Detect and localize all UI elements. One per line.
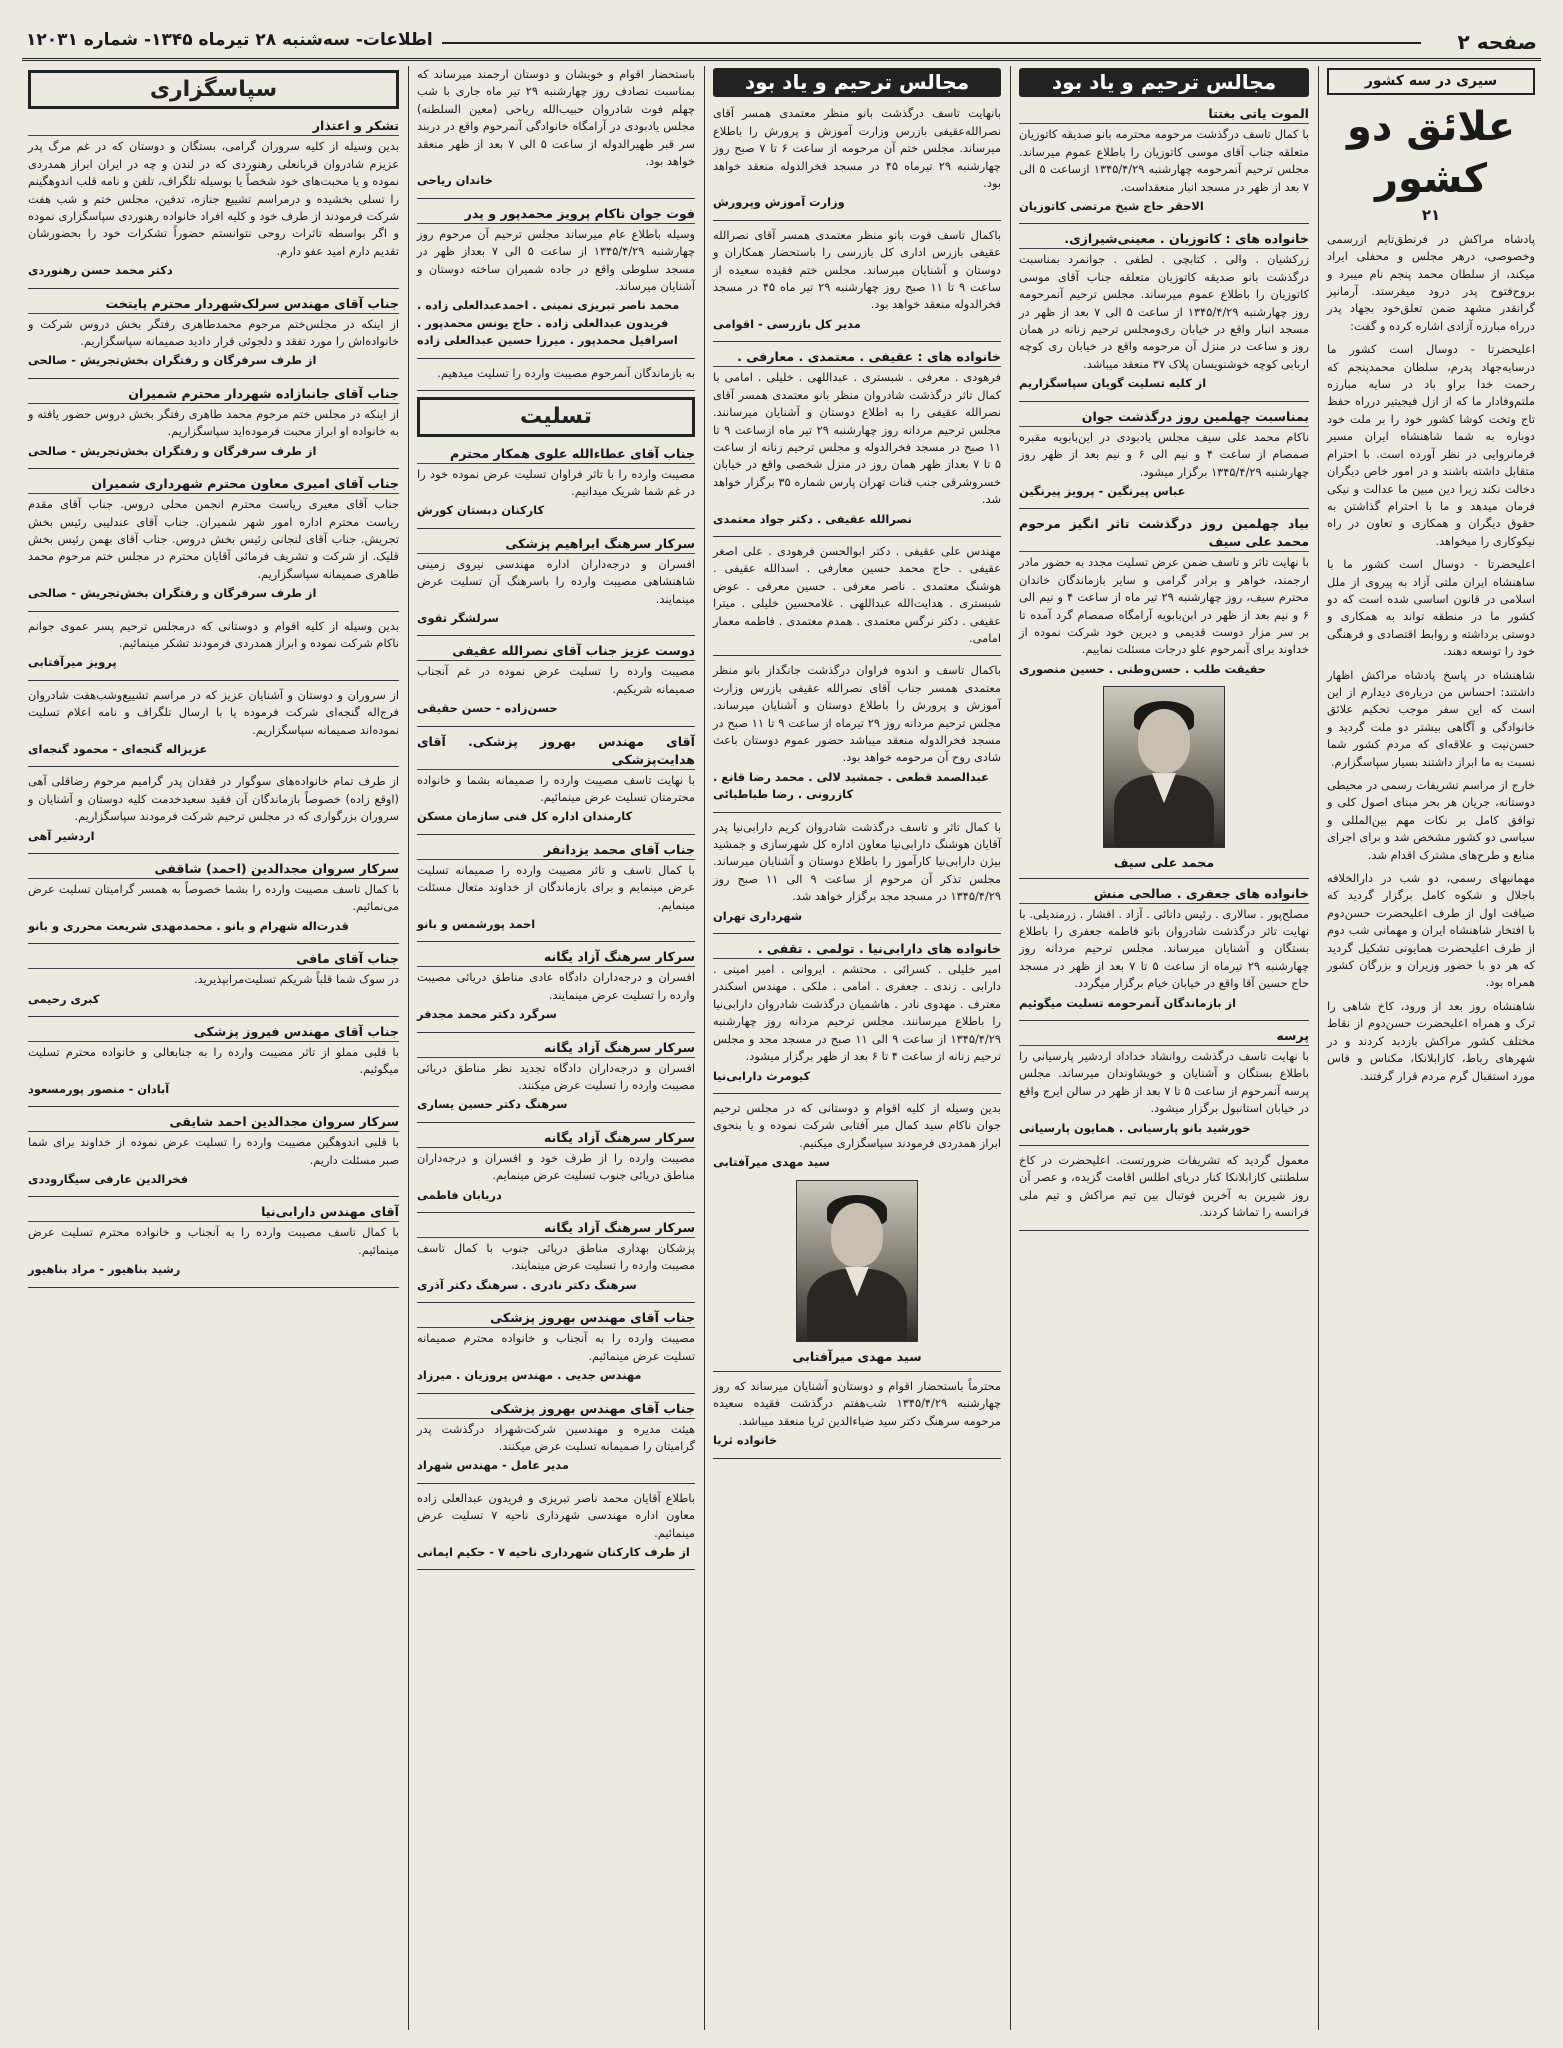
notice-body: بانهایت تاسف درگذشت بانو منظر معتمدی همسر آقای نصرالله‌عقیفی بازرس وزارت آموزش و پرورش را باطلاع میرساند. مجلس ختم آن مرحومه از ساعت ۶ تا ۷ صبح روز چهارشنبه ۲۹ تیرماه ۴۵ در مسجد فخرالدوله منعقد خواهد بود. (713, 106, 1001, 191)
notice (1019, 105, 1309, 215)
notice-signature: مدیر کل بازرسی - اقوامی (713, 316, 861, 331)
notice (1019, 1027, 1309, 1137)
notice-separator (1019, 508, 1309, 509)
notice-body: با کمال تاسف مصیبت وارده را به آنجناب و خانواده محترم تسلیت عرض مینمائیم. (28, 1225, 399, 1257)
notice-title: خانواده های : کاتوزیان . معینی‌شیرازی. (1019, 230, 1309, 249)
notice-signature: دکتر محمد حسن رهنوردی (28, 263, 173, 278)
notice-body: بدین وسیله از کلیه اقوام و دوستانی که در مجلس ترحیم جوان ناکام سید کمال میر آفتابی شرکت نموده و یا بنحوی ابراز همدردی فرمودند سپاسگزاری میکنیم. (713, 1100, 1001, 1150)
notice (713, 227, 1001, 333)
notice-separator (713, 1371, 1001, 1372)
notice-separator (713, 220, 1001, 221)
notice-body: افسران و درجه‌داران اداره مهندسی نیروی زمینی شاهنشاهی مصیبت وارده را باسرهنگ آن تسلیت عرض مینمایند. (417, 556, 695, 606)
notice-signature: شهرداری تهران (713, 908, 803, 923)
notice-signature: سرگرد دکتر محمد مجدفر (417, 1007, 557, 1022)
notice (28, 1113, 399, 1188)
notice-separator (713, 655, 1001, 656)
notice-signature: سرهنگ دکتر نادری . سرهنگ دکتر آذری (417, 1277, 637, 1292)
notice-body: با کمال تاسف مصیبت وارده را بشما خصوصاً به همسر گرامیتان تسلیت عرض می‌نمائیم. (28, 882, 399, 914)
notice-body: مصیبت وارده را به آنجناب و خانواده محترم صمیمانه تسلیت عرض مینمائیم. (417, 1331, 695, 1363)
notice (713, 348, 1001, 528)
column-divider (1318, 66, 1319, 2030)
notice-signature: عزیزاله گنجه‌ای - محمود گنجه‌ای (28, 741, 208, 756)
notice-separator (1019, 1145, 1309, 1146)
notice-separator (417, 1032, 695, 1033)
notice-body: مصیبت وارده را با تاثر فراوان تسلیت عرض نموده خود را در غم شما شریک میدانیم. (417, 466, 695, 498)
notice (28, 1023, 399, 1098)
notice-signature: از طرف کارکنان شهرداری ناحیه ۷ - حکیم ایمانی (417, 1544, 690, 1559)
notice-body: باستحضار اقوام و خویشان و دوستان ارجمند میرساند که بمناسبت تصادف روز چهارشنبه ۲۹ تیر ماه جاری با شب چهلم فوت شادروان حبیب‌الله ریاحی (معین السلطنه) مجلس یادبودی در آرامگاه خانوادگی آنمرحوم واقع در دربند سر قبر ظهیرالدوله از ساعت ۵ الی ۷ بعد از ظهر منعقد خواهد بود. (417, 67, 696, 169)
notice-signature: کارمندان اداره کل فنی سازمان مسکن (417, 809, 633, 824)
notice (417, 1490, 695, 1562)
notice-body: با کمال تاسف درگذشت مرحومه محترمه بانو صدیقه کاتوزیان متعلقه جناب آقای موسی کاتوزیان را باطلاع عموم میرساند. مجلس ترحیم آنمرحومه چهارشنبه ۱۳۴۵/۴/۲۹ ازساعت ۵ الی ۷ بعد از ظهر در مسجد انبار منعقداست. (1019, 127, 1309, 194)
notice-separator (1019, 878, 1309, 879)
notice-body: ناکام محمد علی سیف مجلس یادبودی در این‌بابویه مقبره صمصام از ساعت ۴ و نیم الی ۶ و نیم بعد از ظهر روز چهارشنبه ۱۳۴۵/۴/۲۹ برگزار میشود. (1019, 429, 1309, 479)
notice-signature: از کلیه تسلیت گویان سپاسگزاریم (1019, 376, 1207, 391)
notice-title: آقای مهندس دارابی‌نیا (28, 1203, 399, 1222)
notice-separator (713, 812, 1001, 813)
notice-body: مصلح‌پور . سالاری . رئیس دانائی . آزاد . افشار . زرمندیلی. با نهایت تاثر درگذشت شادروان بانو فاطمه جعفری را باطلاع بستگان و آشنایان میرساند. مجلس ترحیم مردانه روز چهارشنبه ۲۹ تیرماه از ساعت ۵ تا ۷ بعد از ظهر در مسجد حاج حسین آقا واقع در خیابان خیام برگزار میگردد. (1019, 906, 1309, 991)
notice (713, 1378, 1001, 1450)
notice-title: بیاد چهلمین روز درگذشت تاثر انگیز مرحوم محمد علی سیف (1019, 515, 1309, 552)
portrait-head (1138, 709, 1190, 773)
notice-separator (1019, 223, 1309, 224)
notice (28, 687, 399, 759)
memorial-banner: مجالس ترحیم و یاد بود (713, 68, 1001, 97)
notice-body: زرکشیان . والی . کتابچی . لطفی . جوانمرد بمناسبت درگذشت بانو صدیقه کاتوزیان متعلقه جناب آقای موسی کاتوزیان را باطلاع عموم میرساند. مجلس ترحیم آنمرحومه روز چهارشنبه ۱۳۴۵/۴/۲۹ از ساعت ۵ الی ۷ بعد از ظهر در مسجد انبار واقع در خیابان ری‌ومجلس ترحیم زنانه در همان روز و ساعت در منزل آن مرحومه واقع در خیابان ری کوچه اربابی کوچه خوشنویسان پلاک ۳۷ منعقد میباشد. (1019, 252, 1309, 371)
notice-separator (713, 1093, 1001, 1094)
notice-separator (417, 834, 695, 835)
notice-body: فرهودی . معرفی . شبستری . عبداللهی . خلیلی . امامی با کمال تاثر درگذشت شادروان منظر بانو معتمدی همسر آقای نصرالله عقیفی را به اطلاع دوستان و آشنایان میرسانند. مجلس ترحیم مردانه روز چهارشنبه ۲۹ تیر ماه ازساعت ۹ تا ۱۱ صبح در مسجد فخرالدوله و مجلس ترحیم زنانه از ساعت ۵ تا ۷ بعداز ظهر همان روز در منزل شخصی واقع در خیابان خسروشرقی جنب قنات تهران پارس شماره ۳۵ برگزار خواهد شد. (713, 370, 1001, 507)
notice (713, 662, 1001, 803)
notice-body: با کمال تاسف و تاثر مصیبت وارده را صمیمانه تسلیت عرض مینمایم و برای بازماندگان از خداوند متعال مسئلت مینمایم. (417, 862, 695, 912)
photo-caption: محمد علی سیف (1113, 855, 1215, 871)
notice-separator (417, 1569, 695, 1570)
notice (417, 841, 695, 934)
condolence-banner: تسلیت (417, 397, 695, 436)
notice-separator (417, 1122, 695, 1123)
notice-signature: از بازماندگان آنمرحومه تسلیت میگوئیم (1019, 995, 1237, 1010)
notice (28, 385, 399, 460)
notice (1019, 885, 1309, 1012)
notice-separator (713, 1458, 1001, 1459)
notice-signature: احمد پورشمس و بانو (417, 917, 536, 931)
memorial-banner: مجالس ترحیم و یاد بود (1019, 68, 1309, 97)
notice (28, 295, 399, 370)
condolence-list-2 (713, 105, 1001, 1458)
notice-signature: سید مهدی میرآفتابی (713, 1155, 830, 1170)
notice-separator (417, 1302, 695, 1303)
notice-signature: کارکنان دبستان کورش (417, 503, 545, 518)
notice-separator (28, 853, 399, 854)
notice-title: جناب آقای مهندس فیروز پزشکی (28, 1023, 399, 1042)
issue-info: اطلاعات- سه‌شنبه ۲۸ تیرماه ۱۳۴۵- شماره ۱۲۰۳۱ (26, 30, 433, 50)
notice-separator (28, 1287, 399, 1288)
notice-signature: سرلشگر تقوی (417, 610, 499, 625)
column-divider (704, 66, 705, 2030)
notice-signature: خاندان ریاحی (417, 173, 493, 188)
notice-separator (417, 1212, 695, 1213)
notice-separator (417, 1393, 695, 1394)
notice (417, 642, 695, 717)
notice-title: بمناسبت چهلمین روز درگذشت جوان (1019, 408, 1309, 427)
notice-signature: قدرت‌اله شهرام و بانو . محمدمهدی شریعت محرری و بانو (28, 918, 349, 933)
notice-title: سرکار سرهنگ ابراهیم پزشکی (417, 535, 695, 554)
notice-separator (1019, 1020, 1309, 1021)
notice-separator (1019, 1230, 1309, 1231)
condolence-column-2 (707, 66, 1007, 2030)
page-body (22, 66, 1541, 2030)
notice-title: سرکار سرهنگ آزاد یگانه (417, 1129, 695, 1148)
article-paragraph: شاهنشاه در پاسخ پادشاه مراکش اظهار داشتند: احساس من درباره‌ی دیدارم از این است که این سفر موجب تحکیم علائق خانوادگی و آگاهی بیشتر دو ملت گردید و حسن‌نیت و علاقه‌ای که مردم کشور شما نسبت به ما ابراز داشتند بسیار سپاسگزارم. (1327, 667, 1535, 769)
notice-signature: فخرالدین عارفی سیگاروددی (28, 1172, 189, 1187)
notice-title: سرکار سرهنگ آزاد یگانه (417, 948, 695, 967)
notice-body: با قلبی مملو از تاثر مصیبت وارده را به جنابعالی و خانواده محترم تسلیت میگوئیم. (28, 1045, 399, 1077)
notice (713, 105, 1001, 211)
article-paragraph: پادشاه مراکش در فرنطق‌تایم ازرسمی وخصوصی، درهر مجلس و محفلی ایراد میکند، از سلطان محمد پنجم نام میبرد و بروح‌فتوح پدر درود میفرستد. آرمانپر گرانقدر مشهد ضمن تعلق‌خود بجهاد پدر درراه مبارزه آزادی اشاره کرده و گفت: (1327, 231, 1535, 333)
article-paragraph: اعلیحضرتا - دوسال است کشور ما با ساهنشاه ایران ملتی آزاد به پیروی از ملل اسلامی در قانون اساسی شده است که دو کشور ما در منطقه تواند به همکاری و دوستی برداشته و روابط اقتصادی و فرهنگی خود را توسعه دهند. (1327, 557, 1535, 659)
notice-body: جناب آقای معیری ریاست محترم انجمن محلی دروس. جناب آقای مقدم ریاست محترم اداره امور شهر شمیران. جناب آقای عندلیبی رئیس بخش تجریش. جناب آقای لنجانی رئیس بخش دروس. جناب آقای بهمن رئیس بخش قلیک. از شرکت و تشریف فرمائی آقایان محترم در مجلس ختم مرحوم محمد طاهری صمیمانه سپاسگزاریم. (28, 497, 399, 581)
notice-separator (417, 941, 695, 942)
notice-body: مصیبت وارده را از طرف خود و افسران و درجه‌داران مناطق دریائی جنوب تسلیت عرض مینمایم. (417, 1150, 695, 1183)
notice-separator (417, 726, 695, 727)
notice-body: افسران و درجه‌داران دادگاه تجدید نظر مناطق دریائی مصیبت وارده را تسلیت عرض میکنند. (417, 1060, 695, 1093)
portrait-photo (796, 1180, 918, 1342)
notice-signature: از طرف سرفرگان و رفتگران بخش‌تجریش - صالحی (28, 586, 317, 601)
article-body (1327, 231, 1535, 1085)
notice-signature: دریابان فاطمی (417, 1187, 502, 1202)
notice (713, 940, 1001, 1085)
notice-body: وسیله باطلاع عام میرساند مجلس ترحیم آن مرحوم روز چهارشنبه ۱۳۴۵/۴/۲۹ از ساعت ۵ الی ۷ بعداز ظهر در مسجد سلوطی واقع در جاده شمیران ساخته دوستان و آشنایان میرساند. (417, 226, 695, 294)
notice-body: بدین وسیله از کلیه اقوام و دوستانی که درمجلس ترحیم پسر عموی جوانم ناکام شرکت نموده و ابراز همدردی فرمودند تشکر مینمائیم. (28, 618, 399, 650)
notice-signature: عبدالصمد قطعی . جمشید لالی . محمد رضا قانع . کازرونی . رضا طباطبائی (713, 769, 989, 802)
notice (417, 1219, 695, 1294)
notice (417, 1129, 695, 1204)
notice-signature: وزارت آموزش وپرورش (713, 195, 845, 210)
notice (713, 543, 1001, 647)
notice-title: سرکار سرهنگ آزاد یگانه (417, 1039, 695, 1058)
notice-signature: الاحقر حاج شیخ مرتضی کاتوزیان (1019, 199, 1204, 214)
notice-title: آقای مهندس بهروز پزشکی. آقای هدایت‌پزشکی (417, 733, 695, 770)
notice-title: تشکر و اعتذار (28, 117, 399, 136)
notice (417, 1400, 695, 1475)
notice-body: با نهایت تاثر و تاسف ضمن عرض تسلیت مجدد به حضور مادر ارجمند، خواهر و برادر گرامی و سایر بازماندگان خاندان محترم سیف، روز چهارشنبه ۲۹ تیر ماه از ساعت ۴ و نیم الی ۶ و نیم بعد از ظهر در ابن‌بابویه آرامگاه صمصام گرد آمده تا بر سر مزار دوست قدیمی و دیرین خود شرکت نموده از خداوند برای آنمرحوم علو درجات مسئلت نماییم. (1019, 555, 1310, 657)
notice-title: جناب آقای محمد یزدانفر (417, 841, 695, 860)
notice-signature: مدیر عامل - مهندس شهراد (417, 1458, 569, 1473)
notice-title: جناب آقای مافی (28, 950, 399, 969)
notice-signature: پرویز میرآفتابی (28, 655, 117, 670)
thanks-list (28, 117, 399, 1287)
article-paragraph: خارج از مراسم تشریفات رسمی در محیطی دوستانه، جریان هر بحر مبنای اصول کلی و توافق کامل بر نکات مهم بین‌المللی و سیاسی دو کشور مشخص شد و برای اجرای منابع و طرح‌های مشترک اقدام شد. (1327, 778, 1535, 862)
notice-signature: سرهنگ دکتر حسین یساری (417, 1097, 568, 1112)
notice-title: جناب آقای عطاءالله علوی همکار محترم (417, 445, 695, 464)
notice-signature: حسن‌زاده - حسن حقیقی (417, 701, 558, 716)
notice-title: جناب آقای مهندس بهروز پزشکی (417, 1309, 695, 1328)
notice-body: معمول گردید که تشریفات ضرورتست. اعلیحضرت در کاخ سلطنتی کازابلانکا کنار دریای اطلس اقامت گزیده، و عصر آن روز شیرین به آخرین فوتبال بین تیم مراکش و تیم ملی فرانسه را تماشا کردند. (1019, 1153, 1309, 1220)
notice-body: محترماً باستحضار اقوام و دوستان‌و آشنایان میرساند که روز چهارشنبه ۱۳۴۵/۴/۲۹ شب‌هفتم درگذشت فقیده سعیده مرحومه سرهنگ دکتر سید ضیاءالدین ثریا منعقد میباشد. (713, 1378, 1001, 1428)
notice-separator (28, 378, 399, 379)
notice-title: سرکار سرهنگ آزاد یگانه (417, 1219, 695, 1238)
notice-title: خانواده های دارابی‌نیا . تولمی . تقفی . (713, 940, 1001, 959)
notice (417, 66, 695, 190)
notice-signature: از طرف سرفرگان و رفتگران بخش‌تجریش - صالحی (28, 353, 317, 368)
notice-separator (417, 635, 695, 636)
condolence-column-3 (411, 66, 701, 2030)
column-divider (1010, 66, 1011, 2030)
notice (28, 1203, 399, 1278)
notice-body: افسران و درجه‌داران دادگاه عادی مناطق دریائی مصیبت وارده را تسلیت عرض مینمایند. (417, 970, 695, 1002)
notice (28, 860, 399, 935)
notice (417, 205, 695, 350)
notice (417, 1309, 695, 1384)
thanks-column (22, 66, 405, 2030)
notice (1019, 408, 1309, 501)
notice-separator (28, 1016, 399, 1017)
notice-body: در سوک شما قلباً شریکم تسلیت‌مرابپذیرید. (194, 972, 399, 987)
notice-body: هیئت مدیره و مهندسین شرکت‌شهراد درگذشت پدر گرامیتان را صمیمانه تسلیت عرض میکنند. (417, 1421, 695, 1453)
notice-separator (417, 1483, 695, 1484)
article-paragraph: شاهنشاه روز بعد از ورود، کاخ شاهی را ترک و همراه اعلیحضرت حسن‌دوم از نقاط مختلف کشور مراکش بازدید کردند و در شهرهای رباط، کازابلانکا، مکناس و فاس مورد استقبال گرم مردم قرار گرفتند. (1327, 998, 1535, 1083)
notice-body: با نهایت تاسف مصیبت وارده را صمیمانه بشما و خانواده محترمتان تسلیت عرض مینمائیم. (417, 772, 695, 804)
article-kicker: سیری در سه کشور (1327, 68, 1535, 95)
notice-signature: مهندس جدیی . مهندس پروزیان . میرزاد (417, 1368, 642, 1383)
notice-separator (28, 943, 399, 944)
notice-body: با کمال تاثر و تاسف درگذشت شادروان کریم دارابی‌نیا پدر آقایان هوشنگ دارابی‌نیا معاون اداره کل شهرسازی و جمشید بیژن دارابی‌نیا کارآموز را باطلاع دوستان و آشنایان میرساند. مجلس تذکر آن مرحوم از ساعت ۹ الی ۱۱ صبح روز ۱۳۴۵/۴/۲۹ در مسجد مجد برگزار خواهد شد. (713, 819, 1001, 904)
notice-separator (1019, 401, 1309, 402)
notice-separator (28, 468, 399, 469)
condolence-list-3 (417, 66, 695, 391)
notice (28, 950, 399, 1008)
notice (28, 773, 399, 845)
condolence-messages (417, 445, 695, 1571)
notice-body: از اینکه در مجلس ختم مرحوم محمد طاهری رفتگر بخش دروس حضور یافته و به خانواده او ابراز محبت فرموده‌اید سپاسگزاریم. (28, 406, 399, 439)
notice (1019, 230, 1309, 392)
notice-body: باکمال تاسف فوت بانو منظر معتمدی همسر آقای نصرالله عقیفی بازرس اداری کل بازرسی را باستحضار همکاران و دوستان و آشنایان میرساند. مجلس ختم فقیده سعیده از ساعت ۹ تا ۱۱ صبح روز چهارشنبه ۲۹ تیر ماه ۴۵ در مسجد فخرالدوله منعقد خواهد بود. (713, 227, 1001, 312)
notice-body: به بازماندگان آنمرحوم مصیبت وارده را تسلیت میدهیم. (437, 365, 695, 380)
notice-body: باکمال تاسف و اندوه فراوان درگذشت جانگداز بانو منظر معتمدی همسر جناب آقای نصرالله عقیفی بازرس وزارت آموزش و پرورش را باطلاع دوستان و آشنایان میرساند. مجلس ترحیم مردانه روز ۲۹ تیرماه از ساعت ۹ تا ۱۱ صبح در مسجد فخرالدوله منعقد میباشد حضور عموم دوستان باعث شادی روح آن مرحومه خواهد بود. (713, 663, 1002, 765)
notice (713, 819, 1001, 925)
article-column (1321, 66, 1541, 2030)
notice (1019, 1152, 1309, 1222)
notice-signature: از طرف سرفرگان و رفتگران بخش‌تجریش - صالحی (28, 443, 317, 458)
notice-signature: عباس پیرنگین - پرویز پیرنگین (1019, 483, 1186, 498)
notice-body: مصیبت وارده را تسلیت عرض نموده در غم آنجناب صمیمانه شریکیم. (417, 664, 695, 696)
notice-signature: آبادان - منصور پورمسعود (28, 1081, 170, 1096)
notice (417, 365, 695, 382)
notice-separator (713, 341, 1001, 342)
condolence-list-1 (1019, 68, 1309, 1231)
notice (28, 117, 399, 279)
notice (417, 445, 695, 520)
condolence-column-1 (1013, 66, 1315, 2030)
portrait-head (831, 1203, 883, 1267)
notice-separator (28, 1196, 399, 1197)
notice-signature: کیومرث دارابی‌نیا (713, 1068, 811, 1083)
notice-title: جناب آقای امیری معاون محترم شهرداری شمیران (28, 475, 399, 494)
notice (417, 733, 695, 826)
notice-title: سرکار سروان مجدالدین (احمد) شاقفی (28, 860, 399, 879)
notice (417, 1039, 695, 1114)
notice-separator (28, 288, 399, 289)
notice-title: جناب آقای مهندس سرلک‌شهردار محترم پایتخت (28, 295, 399, 314)
notice (28, 618, 399, 672)
notice-signature: خانواده ثریا (713, 1433, 778, 1448)
photo-caption: سید مهدی میرآفتابی (792, 1348, 922, 1364)
notice-title: پرسه (1019, 1027, 1309, 1046)
notice (417, 535, 695, 628)
page-number: صفحه ۲ (1457, 30, 1537, 54)
notice (713, 1100, 1001, 1172)
notice-body: بدین وسیله از کلیه سروران گرامی، بستگان و دوستان که در غم مرگ پدر عزیزم شادروان قربانعلی رهنوردی که در لندن و چه در ایران ابراز همدردی نموده و یا محبت‌های خود شخصاً یا بوسیله تلگراف، تلفن و نامه قلب اندوهگینم را تسلی بخشیده و درمراسم تشییع جنازه، تدفین، مجلس ختم و شب هفت شرکت فرمودند از طرف خود و کلیه افراد خانواده رهنوردی سپاسگزاری نموده و اگر بواسطه تاثرات روحی نتوانستم حضوراً تشکرات خود را بحضورشان تقدیم دارم امید عفو دارم. (28, 139, 399, 258)
notice-signature: محمد ناصر تبریزی نمینی . احمدعبدالعلی زاده . فریدون عبدالعلی زاده . حاج یونس محمدپور . اسرافیل محمدپور . میرزا حسین عبدالعلی زاده (417, 298, 680, 348)
thanks-banner: سپاسگزاری (28, 70, 399, 109)
notice-body: با نهایت تاسف درگذشت روانشاد خداداد اردشیر پارسیانی را باطلاع بستگان و آشنایان و خویشاوندان میرساند. مجلس پرسه آنمرحوم از ساعت ۵ تا ۷ بعد از ظهر در سالن ایرج واقع در خیابان استانبول برگزار میشود. (1019, 1049, 1310, 1116)
notice-title: سرکار سروان مجدالدین احمد شایقی (28, 1113, 399, 1132)
notice-separator (417, 198, 695, 199)
notice-body: از اینکه در مجلس‌ختم مرحوم محمدطاهری رفتگر بخش دروس شرکت و خانواده‌اش را مورد تفقد و دلجوئی قرار دادید صمیمانه سپاسگزاریم. (28, 316, 399, 349)
notice-separator (28, 766, 399, 767)
notice-signature: اردشیر آهی (28, 828, 95, 843)
notice-title: خانواده های جعفری . صالحی منش (1019, 885, 1309, 904)
notice (28, 475, 399, 602)
notice (1019, 515, 1309, 678)
notice-title: جناب آقای مهندس بهروز پزشکی (417, 1400, 695, 1419)
notice-body: از سروران و دوستان و آشنایان عزیز که در مراسم تشییع‌وشب‌هفت شادروان فرج‌اله گنجه‌ای شرکت فرموده یا با ارسال تلگراف و نامه اعلام تسلیت نموده‌اند صمیمانه سپاسگزاریم. (28, 687, 399, 737)
notice-signature: کبری رحیمی (28, 991, 100, 1006)
notice-separator (417, 358, 695, 359)
portrait-photo (1103, 686, 1225, 848)
notice-body: امیر خلیلی . کسرائی . محتشم . ایروانی . امیر امینی . دارابی . زندی . جعفری . امامی . ملکی . مهندس اسکندر معترف . مهدوی نادر . هاشمیان درگذشت شادروان دارابی‌نیا را باطلاع میرسانند. مجلس ترحیم مردانه روز چهارشنبه ۱۳۴۵/۴/۲۹ از ساعت ۹ الی ۱۱ صبح در مسجد مجد و مجلس ترحیم زنانه از ساعت ۴ تا ۶ بعد از ظهر برگزار میشود. (713, 962, 1001, 1064)
notice-body: باطلاع آقایان محمد ناصر تبریزی و فریدون عبدالعلی زاده معاون اداره مهندسی شهرداری ناحیه ۷ تسلیت عرض مینمائیم. (417, 1490, 695, 1540)
notice-signature: نصرالله عقیفی . دکتر جواد معتمدی (713, 511, 912, 526)
notice-body: از طرف تمام خانواده‌های سوگوار در فقدان پدر گرامیم مرحوم رضاقلی آهی (اوقع زاده) خصوصاً بازماندگان آن فقید سعیدخدمت کلیه دوستان و آشنایان و سروران بزرگواری که در مجلس ترحیم شرکت فرمودند سپاسگزاریم. (28, 774, 399, 824)
notice-separator (417, 390, 695, 391)
notice-signature: خورشید بانو پارسیانی . همایون پارسیانی (1019, 1120, 1251, 1135)
notice-title: خانواده های : عقیفی . معتمدی . معارفی . (713, 348, 1001, 367)
notice-separator (713, 933, 1001, 934)
notice-title: الموت یاتی بغتتا (1019, 105, 1309, 124)
notice (417, 948, 695, 1023)
header-rule (442, 42, 1421, 44)
notice-separator (417, 528, 695, 529)
article-title: علائق دو کشور (1346, 104, 1516, 203)
article-paragraph: مهمانیهای رسمی، دو شب در دارالخلافه باجلال و شکوه کامل برگزار گردید که ضیافت اول از طرف اعلیحضرت حسن‌دوم با افتخار شاهنشاه ایران و مهمانی شب دوم از طرف اعلیحضرت همایونی تشکیل گردید که هر دو با حضور وزیران و بزرگان کشور همراه بود. (1327, 871, 1535, 990)
notice-separator (28, 1106, 399, 1107)
notice-body: پزشکان بهداری مناطق دریائی جنوب با کمال تاسف مصیبت وارده را تسلیت عرض مینمایند. (417, 1241, 695, 1273)
article-part: ۲۱ (1421, 206, 1441, 225)
column-divider (408, 66, 409, 2030)
notice-body: با قلبی اندوهگین مصیبت وارده را تسلیت عرض نموده از خداوند برای شما صبر مسئلت داریم. (28, 1135, 399, 1167)
article-paragraph: اعلیحضرتا - دوسال است کشور ما درسایه‌جهاد پدرم، سلطان محمدپنجم که رحمت خدا براو باد در سایه مبارزه ملتم‌وفادار ما که از ازل فیجیتیر درراه حفظ تاج وتخت کوشا کشور خود را بر ملت خود دوباره به شما شاهنشاه ایران مسیر فرمانروایی در نظر آورده است. با احترام متقابل داشته باشند و در امور خاص دیگران دخالت نکند زیرا دین مبین ما عدالت و نیکی فرمان میدهد و ما با احترام گذاشتن به حقوق دیگران و همکاری و تعاون در راه نیکوکاری را میخواهد. (1327, 342, 1535, 548)
notice-title: فوت جوان ناکام پرویز محمدپور و پدر (417, 205, 695, 224)
notice-signature: رشید بناهیور - مراد بناهیور (28, 1262, 181, 1277)
notice-separator (28, 680, 399, 681)
notice-title: جناب آقای جانبازاده شهردار محترم شمیران (28, 385, 399, 404)
notice-body: مهندس علی عقیفی . دکتر ابوالحسن فرهودی . علی اصغر عقیفی . حاج محمد حسین معارفی . اسدالله عقیفی . هوشنگ معتمدی . ناصر معرفی . حسین معرفی . عوض شبستری . هدایت‌الله عبداللهی . غلامحسین خلیلی . میترا عقیفی . دکتر نرگس معتمدی . همدم معتمدی . فاطمه معمار امامی. (713, 543, 1001, 645)
notice-separator (28, 611, 399, 612)
notice-separator (713, 536, 1001, 537)
notice-signature: حقیقت طلب . حسن‌وطنی . حسین منصوری (1019, 661, 1266, 676)
page-header (22, 28, 1541, 61)
notice-title: دوست عزیز جناب آقای نصرالله عقیفی (417, 642, 695, 661)
